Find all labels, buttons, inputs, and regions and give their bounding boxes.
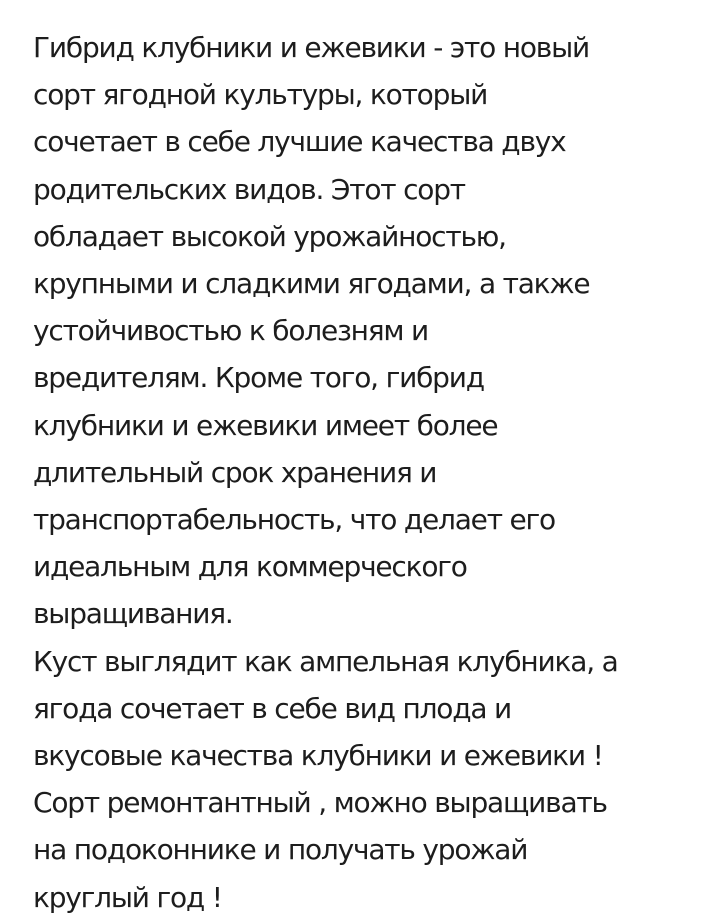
text-line: транспортабельность, что делает его: [33, 503, 555, 537]
text-line: вредителям. Кроме того, гибрид: [33, 361, 484, 395]
text-line: крупными и сладкими ягодами, а также: [33, 267, 590, 301]
text-line: сорт ягодной культуры, который: [33, 78, 488, 112]
text-line: на подоконнике и получать урожай: [33, 833, 528, 867]
text-line: выращивания.: [33, 597, 233, 631]
text-line: идеальным для коммерческого: [33, 550, 467, 584]
text-line: ягода сочетает в себе вид плода и: [33, 691, 512, 725]
text-line: устойчивостью к болезням и: [33, 314, 429, 348]
text-line: Сорт ремонтантный , можно выращивать: [33, 786, 607, 820]
text-line: Куст выглядит как ампельная клубника, а: [33, 644, 618, 678]
text-line: круглый год !: [33, 880, 222, 914]
text-line: клубники и ежевики имеет более: [33, 408, 498, 442]
description-text: [33, 24, 713, 921]
text-line: длительный срок хранения и: [33, 455, 437, 489]
text-line: обладает высокой урожайностью,: [33, 219, 506, 253]
text-line: вкусовые качества клубники и ежевики !: [33, 739, 603, 773]
text-line: Гибрид клубники и ежевики - это новый: [33, 31, 589, 64]
text-line: родительских видов. Этот сорт: [33, 172, 465, 206]
text-line: сочетает в себе лучшие качества двух: [33, 125, 566, 159]
